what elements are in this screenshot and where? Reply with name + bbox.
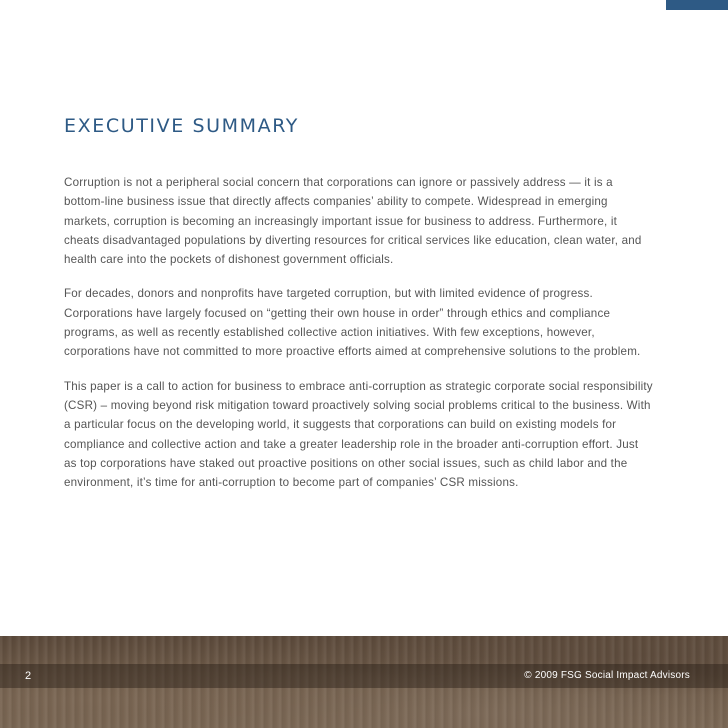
corner-accent-tab [666, 0, 728, 10]
page-number: 2 [25, 670, 32, 682]
wood-footer [0, 636, 728, 728]
paragraph-2: For decades, donors and nonprofits have targeted corruption, but with limited evidence of progress. Corporations have largely focused on “getting their own house in order” through ethics and compliance programs, as well as recently established collective action initiatives. With few exceptions, however, corporations have not committed to more proactive efforts aimed at comprehensive solutions to the problem. [64, 287, 641, 359]
paragraph-3: This paper is a call to action for business to embrace anti-corruption as strategic corporate social responsibility (CSR) – moving beyond risk mitigation toward proactively solving social problems critical to the business. With a particular focus on the developing world, it suggests that corporations can build on existing models for compliance and collective action and take a greater leadership role in the broader anti-corruption effort. Just as top corporations have staked out proactive positions on other social issues, such as child labor and the environment, it’s time for anti-corruption to become part of companies’ CSR missions. [64, 379, 653, 490]
section-heading: EXECUTIVE SUMMARY [64, 115, 299, 137]
executive-summary-section [64, 113, 654, 507]
footer-band [0, 664, 728, 688]
copyright-notice: © 2009 FSG Social Impact Advisors [524, 670, 690, 681]
paragraph-1: Corruption is not a peripheral social concern that corporations can ignore or passively address — it is a bottom-line business issue that directly affects companies’ ability to compete. Widespread in emerging markets, corruption is becoming an increasingly important issue for business to address. Furthermore, it cheats disadvantaged populations by diverting resources for critical services like education, clean water, and health care into the pockets of dishonest government officials. [64, 176, 642, 267]
